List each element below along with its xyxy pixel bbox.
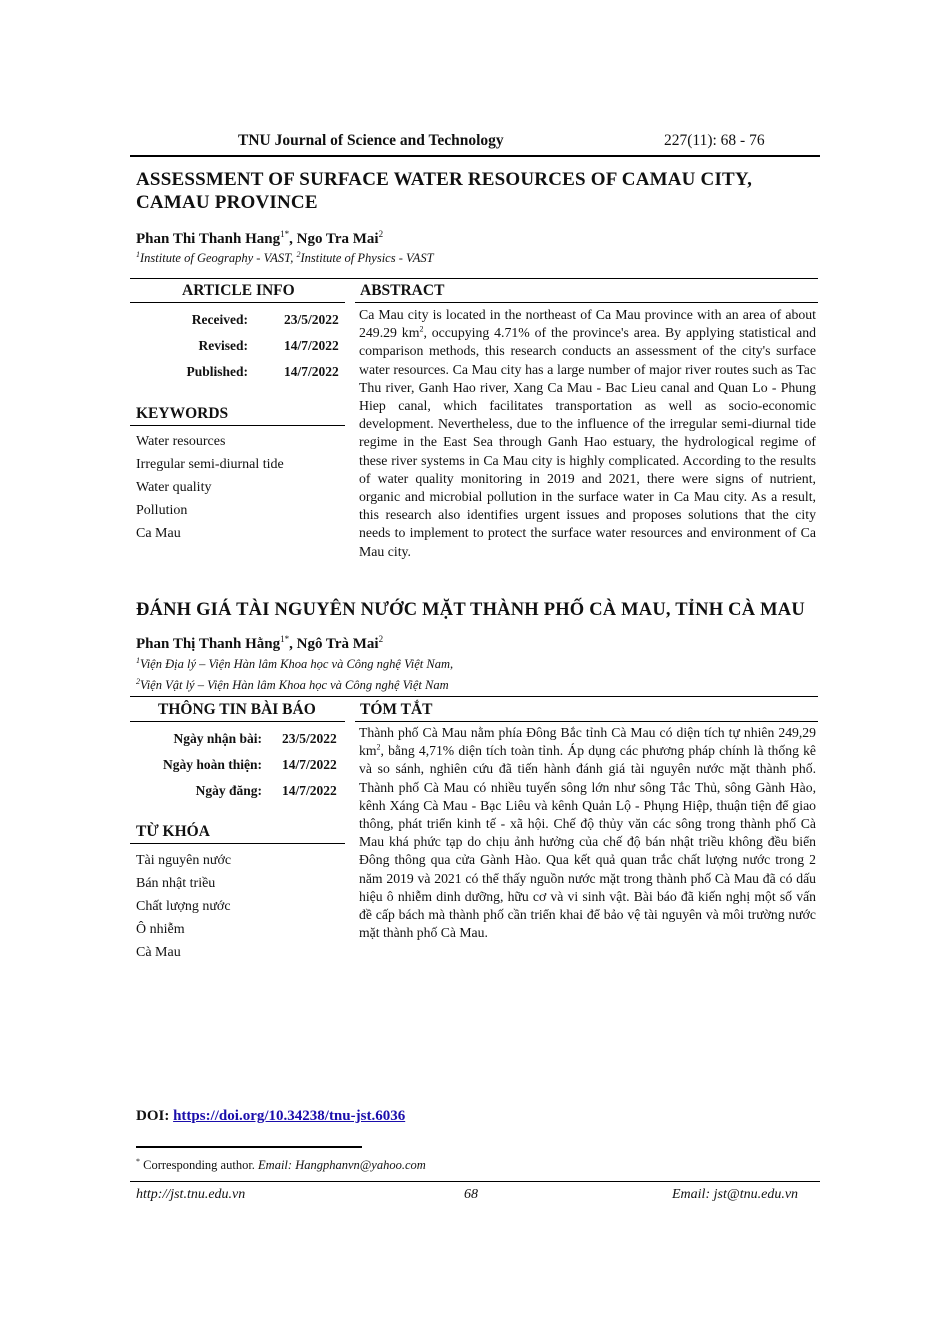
revised-label: Revised: xyxy=(198,338,248,353)
author-1-vn-sup: 1* xyxy=(280,634,290,644)
header-rule xyxy=(130,155,820,157)
received-value: 23/5/2022 xyxy=(284,312,339,327)
affil-2-vn-sup: 2 xyxy=(136,677,140,687)
keyword-item: Water resources xyxy=(136,434,226,449)
abstract-heading-vn: TÓM TẮT xyxy=(360,701,433,718)
abstract-vn-part-2: , bằng 4,71% diện tích toàn tỉnh. Áp dụng các phương pháp chính là thống kê và so sánh, nghiên cứu đã tiến hành đánh giá tài nguyên nước mặt thành phố. Thành phố Cà Mau có nhiều tuyến sông lớn như sông Tắc Thủ, sông Gành Hào, kênh Xáng Cà Mau - Bạc Liêu và kênh Quản Lộ - Phụng Hiệp, thuận tiện để giao thông, phát triển kinh tế - xã hội. Chế độ thủy văn các sông trong thành phố Cà Mau khá phức tạp do chịu ảnh hưởng của chế độ bán nhật triều không đều biển Đông thông qua cửa Gành Hào. Qua kết quả quan trắc chất lượng nước trong 2 năm 2019 và 2021 có thể thấy nguồn nước mặt trong thành phố Cà Mau đã có dấu hiệu ô nhiễm dinh dưỡng, hữu cơ và vi sinh vật. Bài báo đã kiến nghị một số vấn đề cấp bách mà thành phố cần triển khai để bảo vệ tài nguyên và môi trường nước mặt thành phố Cà Mau. xyxy=(359,743,816,941)
abstract-text-vn xyxy=(359,724,816,942)
keyword-item-vn: Chất lượng nước xyxy=(136,899,231,914)
published-label-vn: Ngày đăng: xyxy=(195,783,262,798)
affil-2: Institute of Physics - VAST xyxy=(300,251,434,266)
title-line-1: ASSESSMENT OF SURFACE WATER RESOURCES OF CAMAU CITY, xyxy=(136,169,753,190)
author-separator-vn: , xyxy=(289,636,297,652)
abstract-vn-part-1: Thành phố Cà Mau nằm phía Đông Bắc tỉnh Cà Mau có diện tích tự nhiên 249,29 km xyxy=(359,725,816,759)
keywords-heading-vn: TỪ KHÓA xyxy=(136,823,210,840)
page-number: 68 xyxy=(464,1187,478,1202)
footnote-rule xyxy=(136,1146,362,1148)
keyword-item: Irregular semi-diurnal tide xyxy=(136,457,284,472)
author-2-vn-sup: 2 xyxy=(378,634,384,644)
keyword-item-vn: Bán nhật triều xyxy=(136,876,216,891)
keyword-item: Water quality xyxy=(136,480,212,495)
affil-1: Institute of Geography - VAST, xyxy=(140,251,297,266)
affiliations-en xyxy=(136,246,434,267)
published-label: Published: xyxy=(186,364,248,379)
article-info-heading-vn: THÔNG TIN BÀI BÁO xyxy=(158,701,316,718)
author-1: Phan Thi Thanh Hang xyxy=(136,231,281,247)
article-info-heading: ARTICLE INFO xyxy=(182,282,295,299)
revised-value-vn: 14/7/2022 xyxy=(282,757,337,772)
published-value-vn: 14/7/2022 xyxy=(282,783,337,798)
vn-abstract-heading-rule xyxy=(355,721,818,722)
title-line-2: CAMAU PROVINCE xyxy=(136,192,318,213)
journal-name: TNU Journal of Science and Technology xyxy=(238,132,504,149)
abstract-part-2: , occupying 4.71% of the province's area. By applying statistical and comparison methods, this research conducts an assessment of the city's surface water resources. Ca Mau city has a large number of major river routes such as Tac Thu river, Ganh Hao river, Xang Ca Mau - Bac Lieu canal and Quan Lo - Phung Hiep canal, which facilitates transportation as well as socio-economic development. Nevertheless, due to the influence of the irregular semi-diurnal tide regime in the East Sea through Ganh Hao estuary, the hydrological regime of these river systems in Ca Mau city is highly complicated. According to the results of water quality monitoring in 2019 and 2021, there were signs of nutrient, organic and microbial pollution in the surface water in Ca Mau city. As a result, this research also identifies urgent issues and proposes solutions that the city needs to implement to protect the surface water resources and environment of Ca Mau city. xyxy=(359,325,816,559)
author-2: Ngo Tra Mai xyxy=(296,231,379,247)
vn-info-heading-rule xyxy=(130,721,345,722)
keyword-item-vn: Cà Mau xyxy=(136,945,181,960)
footer-website[interactable]: http://jst.tnu.edu.vn xyxy=(136,1187,246,1202)
abstract-heading: ABSTRACT xyxy=(360,282,445,299)
issue-pages: 227(11): 68 - 76 xyxy=(664,132,765,149)
footnote-mark: * xyxy=(136,1157,140,1166)
author-1-vn: Phan Thị Thanh Hằng xyxy=(136,636,281,652)
affil-2-vn-line xyxy=(136,673,453,694)
affil-1-vn: Viện Địa lý – Viện Hàn lâm Khoa học và Công nghệ Việt Nam, xyxy=(140,657,454,672)
en-info-heading-rule xyxy=(130,302,345,303)
author-1-sup: 1* xyxy=(280,229,290,239)
vn-keywords-rule xyxy=(130,843,345,844)
en-keywords-rule xyxy=(130,425,345,426)
footer-rule xyxy=(130,1181,820,1182)
abstract-sup: 2 xyxy=(419,324,424,334)
published-value: 14/7/2022 xyxy=(284,364,339,379)
authors-vn xyxy=(136,634,383,653)
affil-2-sup: 2 xyxy=(296,250,301,259)
en-abstract-heading-rule xyxy=(355,302,818,303)
affil-2-vn: Viện Vật lý – Viện Hàn lâm Khoa học và Công nghệ Việt Nam xyxy=(140,678,449,693)
abstract-vn-sup: 2 xyxy=(376,742,381,752)
doi-link[interactable]: https://doi.org/10.34238/tnu-jst.6036 xyxy=(173,1108,406,1124)
vn-section-top-rule xyxy=(130,696,818,697)
article-title-vn: ĐÁNH GIÁ TÀI NGUYÊN NƯỚC MẶT THÀNH PHỐ CÀ MAU, TỈNH CÀ MAU xyxy=(136,600,805,620)
author-separator: , xyxy=(289,231,297,247)
affiliations-vn xyxy=(136,652,453,694)
received-label-vn: Ngày nhận bài: xyxy=(173,731,262,746)
doi-label: DOI: xyxy=(136,1108,174,1124)
article-title-en xyxy=(136,168,816,214)
abstract-part-1: Ca Mau city is located in the northeast of Ca Mau province with an area of about 249.29 km xyxy=(359,307,816,341)
author-2-sup: 2 xyxy=(378,229,384,239)
keyword-item-vn: Tài nguyên nước xyxy=(136,853,232,868)
received-value-vn: 23/5/2022 xyxy=(282,731,337,746)
affil-1-sup: 1 xyxy=(136,250,140,259)
doi xyxy=(136,1108,405,1125)
author-2-vn: Ngô Trà Mai xyxy=(296,636,379,652)
footnote-email: Email: Hangphanvn@yahoo.com xyxy=(258,1158,426,1173)
revised-value: 14/7/2022 xyxy=(284,338,339,353)
en-section-top-rule xyxy=(130,278,818,279)
keyword-item: Ca Mau xyxy=(136,526,181,541)
revised-label-vn: Ngày hoàn thiện: xyxy=(162,757,262,772)
keyword-item: Pollution xyxy=(136,503,188,518)
abstract-text-en xyxy=(359,306,816,561)
footer-email[interactable]: Email: jst@tnu.edu.vn xyxy=(672,1187,799,1202)
received-label: Received: xyxy=(191,312,248,327)
affil-1-vn-line xyxy=(136,652,453,673)
corresponding-author-note xyxy=(136,1157,426,1173)
footnote-label: Corresponding author. xyxy=(140,1158,255,1173)
affil-1-vn-sup: 1 xyxy=(136,656,140,665)
keywords-heading: KEYWORDS xyxy=(136,405,229,422)
keyword-item-vn: Ô nhiễm xyxy=(136,922,185,937)
